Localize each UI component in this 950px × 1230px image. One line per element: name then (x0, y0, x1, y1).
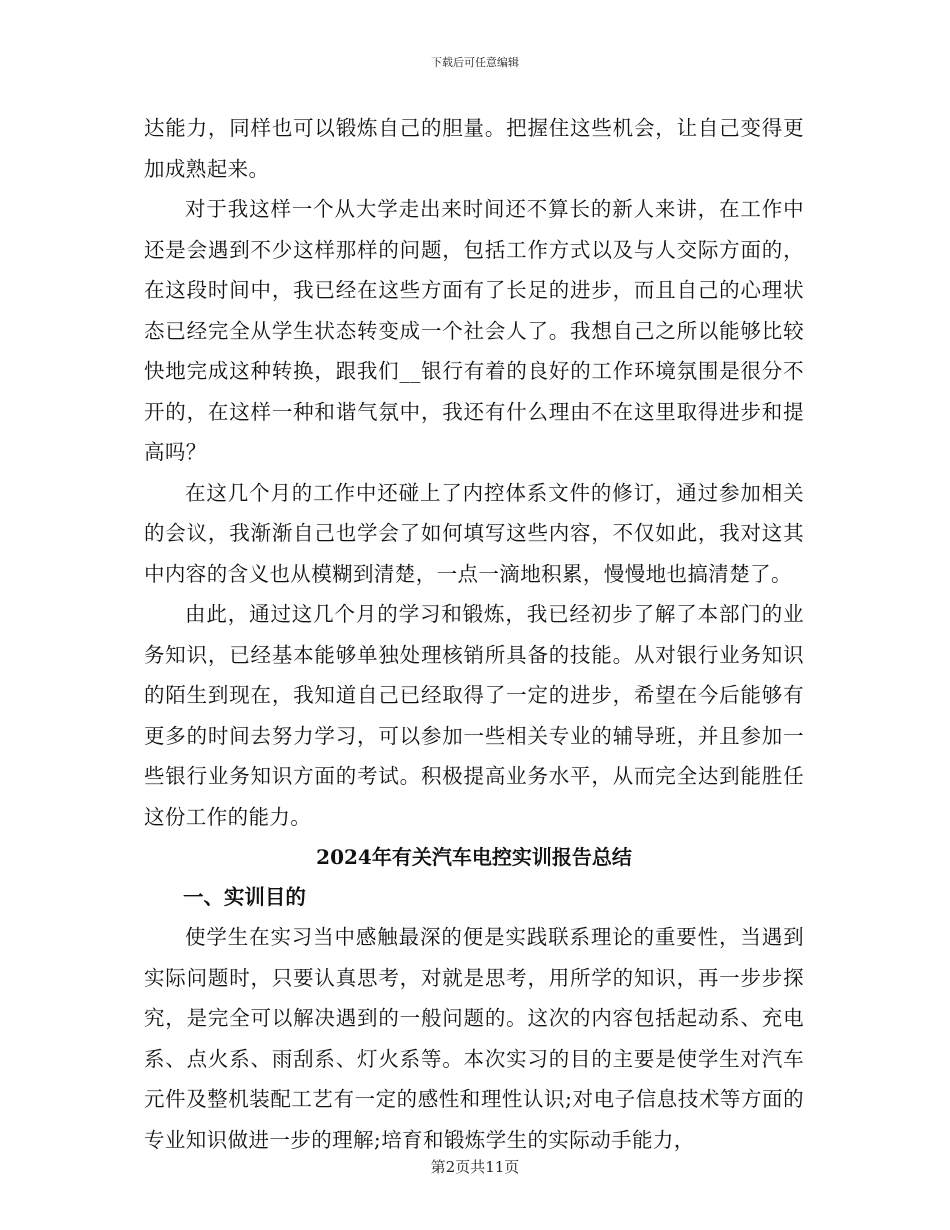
paragraph-3: 在这几个月的工作中还碰上了内控体系文件的修订，通过参加相关的会议，我渐渐自己也学会了如何填写这些内容，不仅如此，我对这其中内容的含义也从模糊到清楚，一点一滴地积累，慢慢地也搞清楚了。 (144, 480, 804, 586)
document-body (144, 108, 804, 1160)
section-heading-objective: 一、实训目的 (182, 885, 306, 909)
report-title: 2024年有关汽车电控实训报告总结 (316, 845, 632, 869)
page-number: 第2页共11页 (430, 1158, 520, 1176)
paragraph-5: 使学生在实习当中感触最深的便是实践联系理论的重要性，当遇到实际问题时，只要认真思考，对就是思考，用所学的知识，再一步步探究，是完全可以解决遇到的一般问题的。这次的内容包括起动系、充电系、点火系、雨刮系、灯火系等。本次实习的目的主要是使学生对汽车元件及整机装配工艺有一定的感性和理性认识;对电子信息技术等方面的专业知识做进一步的理解;培育和锻炼学生的实际动手能力， (144, 925, 804, 1152)
paragraph-2: 对于我这样一个从大学走出来时间还不算长的新人来讲，在工作中还是会遇到不少这样那样的问题，包括工作方式以及与人交际方面的，在这段时间中，我已经在这些方面有了长足的进步，而且自己的心理状态已经完全从学生状态转变成一个社会人了。我想自己之所以能够比较快地完成这种转换，跟我们__银行有着的良好的工作环境氛围是很分不开的，在这样一种和谐气氛中，我还有什么理由不在这里取得进步和提高吗？ (144, 197, 804, 464)
paragraph-1: 达能力，同样也可以锻炼自己的胆量。把握住这些机会，让自己变得更加成熟起来。 (144, 116, 804, 181)
page-header: 下载后可任意编辑 (431, 56, 519, 69)
paragraph-4: 由此，通过这几个月的学习和锻炼，我已经初步了解了本部门的业务知识，已经基本能够单独处理核销所具备的技能。从对银行业务知识的陌生到现在，我知道自己已经取得了一定的进步，希望在今后能够有更多的时间去努力学习，可以参加一些相关专业的辅导班，并且参加一些银行业务知识方面的考试。积极提高业务水平，从而完全达到能胜任这份工作的能力。 (144, 602, 804, 829)
